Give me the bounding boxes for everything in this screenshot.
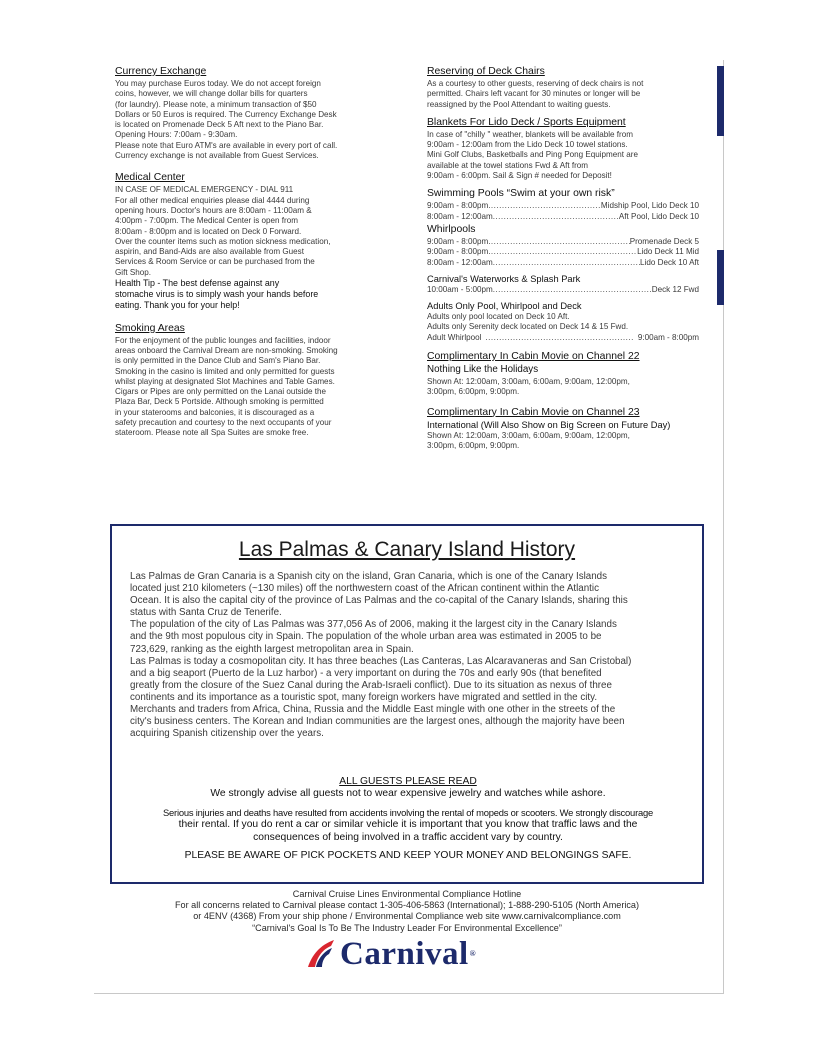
footer-slogan: “Carnival's Goal Is To Be The Industry Leader For Environmental Excellence” (252, 922, 562, 933)
blankets-text: In case of "chilly " weather, blankets will be available from 9:00am - 12:00am from the Lido Deck 10 towel stations. Mini Golf Clubs, Basketballs and Ping Pong Equipment are available at the towel stations Fwd & Aft from 9:00am - 6:00pm. Sail & Sign # needed for Deposit! (427, 129, 639, 181)
edge-strip-lower (717, 250, 724, 305)
rental-warning: Serious injuries and deaths have resulted from accidents involving the rental of mopeds or scooters. We strongly discourage their rental. If you do rent a car or similar vehicle it is important that you know that traffic laws and the consequences of being involved in a traffic accident vary by country. (162, 806, 654, 843)
medical-center-heading: Medical Center (115, 172, 185, 184)
health-tip-text: Health Tip - The best defense against any stomache virus is to simply wash your hands before eating. Thank you for your help! (115, 278, 319, 311)
movie-channel-22-showtimes: Shown At: 12:00am, 3:00am, 6:00am, 9:00am, 12:00pm, 3:00pm, 6:00pm, 9:00pm. (427, 377, 630, 397)
blankets-section (427, 117, 699, 181)
history-title: Las Palmas & Canary Island History (238, 538, 576, 561)
history-text: Las Palmas de Gran Canaria is a Spanish city on the island, Gran Canaria, which is one of the Canary Islands located just 210 kilometers (~130 miles) off the northwestern coast of the African continent within the Atlantic Ocean. It is also the capital city of the province of Las Palmas and the co-capital of the Canary Islands, sharing this status with Santa Cruz de Tenerife. The population of the city of Las Palmas was 377,056 As of 2006, making it the largest city in the Canary Islands and the 9th most populous city in Spain. The population of the whole urban area was estimated in 2005 to be 723,629, ranking as the eighth largest metropolitan area in Spain. Las Palmas is today a cosmopolitan city. It has three beaches (Las Canteras, Las Alcaravaneras and San Cristobal) and a big seaport (Puerto de la Luz harbor) - a very important on during the 70s and early 90s (that benefited greatly from the closure of the Suez Canal during the Arab-Israeli conflict). Due to its situation as nexus of three continents and its importance as a touristic spot, many foreign workers have migrated and settled in the city. Merchants and traders from Africa, China, Russia and the Middle East mingle with one other in the streets of the city's business centers. The Korean and Indian communities are the largest ones, although the majority have been acquiring Spanish citizenship over the years. (130, 571, 632, 740)
whirlpools-section (427, 224, 699, 268)
whirlpool-hours-row: 8:00am - 12:00am ..... Lido Deck 10 Aft (427, 258, 699, 268)
right-column (427, 66, 699, 462)
movie-channel-23-showtimes: Shown At: 12:00am, 3:00am, 6:00am, 9:00am, 12:00pm, 3:00pm, 6:00pm, 9:00pm. (427, 430, 630, 450)
jewelry-advice: We strongly advise all guests not to wear expensive jewelry and watches while ashore. (210, 788, 606, 800)
guest-notice (130, 776, 686, 862)
waterworks-heading: Carnival's Waterworks & Splash Park (427, 273, 581, 284)
waterworks-hours-row: 10:00am - 5:00pm ..... Deck 12 Fwd (427, 285, 699, 295)
swimming-pools-heading: Swimming Pools “Swim at your own risk” (427, 188, 615, 200)
smoking-areas-text: For the enjoyment of the public lounges and facilities, indoor areas onboard the Carnival Dream are non-smoking. Smoking is only permitted in the Dance Club and Sam's Piano Bar. Smoking in the casino is limited and only permitted for guests whilst playing at designated Slot Machines and Table Games. Cigars or Pipes are only permitted on the Lanai outside the Plaza Bar, Deck 5 Portside. Although smoking is permitted in your staterooms and balconies, it is discouraged as a safety precaution and courtesy to the next occupants of your stateroom. Please note all Spa Suites are smoke free. (115, 335, 338, 438)
deck-chairs-section (427, 66, 699, 110)
carnival-logo (304, 937, 476, 971)
movie-channel-23-title: International (Will Also Show on Big Screen on Future Day) (427, 419, 671, 430)
left-column (115, 66, 390, 450)
movie-channel-23-section (427, 407, 699, 452)
currency-exchange-text: You may purchase Euros today. We do not accept foreign coins, however, we will change dollar bills for quarters (for laundry). Please note, a minimum transaction of $50 Dollars or 50 Euros is required. The Currency Exchange Desk is located on Promenade Deck 5 Aft next to the Piano Bar. Opening Hours: 7:00am - 9:30am. Please note that Euro ATM's are available in every port of call. Currency exchange is not available from Guest Services. (115, 79, 338, 161)
adults-only-text: Adults only pool located on Deck 10 Aft. Adults only Serenity deck located on Deck 14 & 15 Fwd. (427, 312, 629, 332)
footer-hotline-title: Carnival Cruise Lines Environmental Compliance Hotline (292, 889, 522, 899)
deck-chairs-text: As a courtesy to other guests, reserving of deck chairs is not permitted. Chairs left vacant for 30 minutes or longer will be reassigned by the Pool Attendant to waiting guests. (427, 79, 644, 109)
guest-notice-title: ALL GUESTS PLEASE READ (339, 776, 477, 787)
compliance-footer: Carnival Cruise Lines Environmental Compliance Hotline For all concerns related to Carnival please contact 1-305-406-5863 (International); 1-888-290-5105 (North America) or 4ENV (4368) From your ship phone / Environmental Compliance web site www.carnivalcompliance.com “Carnival's Goal Is To Be The Industry Leader For Environmental Excellence” (110, 889, 704, 934)
pool-hours-row: 9:00am - 8:00pm ..... Midship Pool, Lido Deck 10 (427, 201, 699, 211)
blankets-heading: Blankets For Lido Deck / Sports Equipment (427, 116, 626, 128)
whirlpool-hours-row: 9:00am - 8:00pm ..... Lido Deck 11 Mid (427, 247, 699, 257)
adults-only-section (427, 301, 699, 343)
medical-center-section (115, 172, 390, 311)
swimming-pools-section (427, 188, 699, 222)
adults-only-heading: Adults Only Pool, Whirlpool and Deck (427, 301, 582, 312)
movie-channel-22-title: Nothing Like the Holidays (427, 364, 539, 376)
funnel-logo-icon (304, 937, 338, 971)
smoking-areas-heading: Smoking Areas (115, 322, 185, 334)
movie-channel-22-section (427, 351, 699, 398)
adult-whirlpool-row: Adult Whirlpool ..... 9:00am - 8:00pm (427, 333, 699, 343)
deck-chairs-heading: Reserving of Deck Chairs (427, 66, 545, 77)
edge-strip-upper (717, 66, 724, 136)
smoking-areas-section (115, 323, 390, 439)
currency-exchange-section (115, 66, 390, 161)
waterworks-section (427, 274, 699, 295)
pickpocket-warning: PLEASE BE AWARE OF PICK POCKETS AND KEEP YOUR MONEY AND BELONGINGS SAFE. (184, 850, 632, 862)
movie-channel-22-heading: Complimentary In Cabin Movie on Channel 22 (427, 351, 640, 363)
logo-wordmark: Carnival® (340, 936, 477, 972)
whirlpools-heading: Whirlpools (427, 223, 476, 235)
pool-hours-row: 8:00am - 12:00am ..... Aft Pool, Lido Deck 10 (427, 212, 699, 222)
currency-exchange-heading: Currency Exchange (115, 66, 207, 77)
movie-channel-23-heading: Complimentary In Cabin Movie on Channel 23 (427, 406, 640, 418)
whirlpool-hours-row: 9:00am - 8:00pm ..... Promenade Deck 5 (427, 237, 699, 247)
medical-center-text: IN CASE OF MEDICAL EMERGENCY - DIAL 911 For all other medical enquiries please dial 4444 during opening hours. Doctor's hours are 8:00am - 11:00am & 4:00pm - 7:00pm. The Medical Center is open from 8:00am - 8:00pm and is located on Deck 0 Forward. Over the counter items such as motion sickness medication, aspirin, and Band-Aids are also available from Guest Services & Room Service or can be purchased from the Gift Shop. (115, 185, 331, 277)
